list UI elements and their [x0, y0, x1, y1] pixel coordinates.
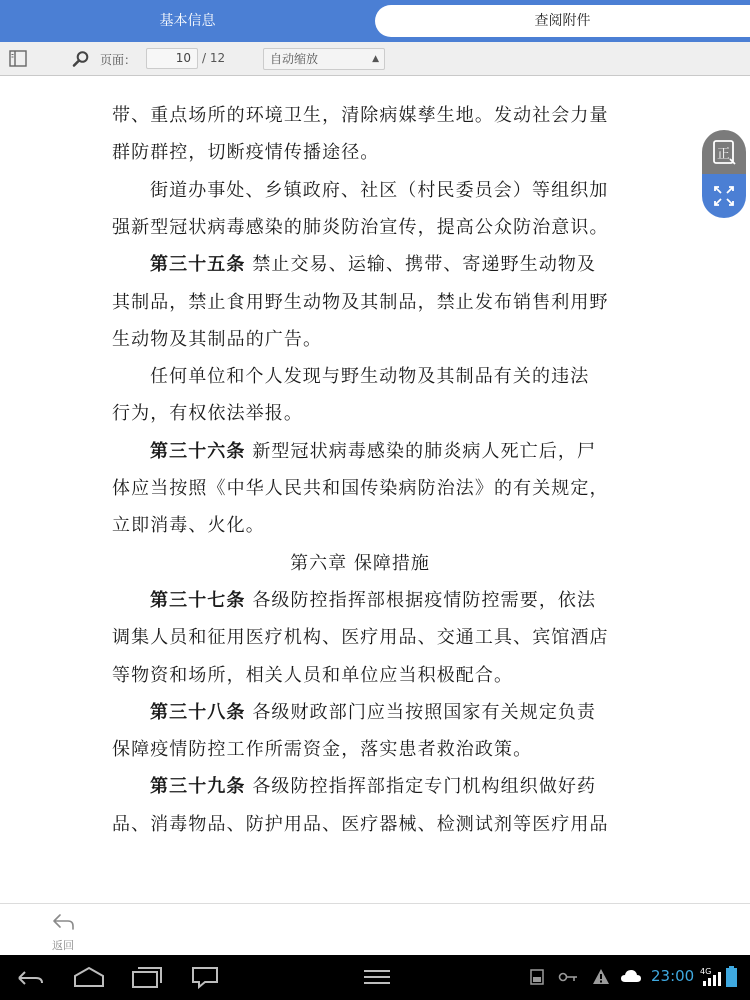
line-text: 街道办事处、乡镇政府、社区（村民委员会）等组织加 [150, 180, 609, 201]
zoom-value: 自动缩放 [270, 52, 319, 66]
page-total: / 12 [202, 51, 226, 65]
battery-icon [726, 966, 737, 987]
screenshot-icon[interactable] [190, 965, 220, 989]
article-number: 第三十六条 [150, 441, 246, 462]
document-line [112, 213, 608, 239]
document-line [112, 138, 608, 164]
article-number: 第三十八条 [150, 702, 246, 723]
line-text: 各级防控指挥部根据疫情防控需要，依法 [245, 590, 597, 611]
pdf-toolbar [0, 42, 750, 76]
line-text: 新型冠状病毒感染的肺炎病人死亡后，尸 [245, 441, 597, 462]
search-icon[interactable] [72, 50, 90, 68]
nav-back-icon[interactable] [14, 967, 46, 989]
document-line [112, 325, 608, 351]
document-line [112, 661, 608, 687]
line-text: 立即消毒、火化。 [112, 515, 265, 536]
document-line [112, 362, 608, 388]
tab-basic-info[interactable]: 基本信息 [159, 13, 216, 29]
line-text: 各级防控指挥部指定专门机构组织做好药 [245, 776, 597, 797]
expand-icon [702, 174, 746, 218]
article-number: 第三十七条 [150, 590, 246, 611]
document-line [112, 101, 608, 127]
document-line [112, 399, 608, 425]
document-line [112, 586, 608, 612]
document-line [112, 735, 608, 761]
document-line [112, 511, 608, 537]
article-number: 第三十九条 [150, 776, 246, 797]
sidebar-toggle-icon[interactable] [9, 50, 27, 67]
line-text: 调集人员和征用医疗机构、医疗用品、交通工具、宾馆酒店 [112, 627, 609, 648]
back-button[interactable] [40, 909, 86, 953]
line-text: 禁止交易、运输、携带、寄递野生动物及 [245, 254, 597, 275]
back-arrow-icon [40, 909, 86, 935]
top-tab-bar [0, 0, 750, 42]
line-text: 行为，有权依法举报。 [112, 403, 303, 424]
document-line [112, 772, 608, 798]
back-label: 返回 [52, 939, 74, 952]
document-page [0, 77, 750, 903]
line-text: 体应当按照《中华人民共和国传染病防治法》的有关规定， [112, 478, 609, 499]
select-arrows-icon: ▲ [372, 54, 379, 64]
document-line [112, 623, 608, 649]
signal-4g-icon [700, 967, 722, 987]
zoom-select[interactable] [263, 48, 385, 70]
document-line [112, 810, 608, 836]
chapter-heading: 第六章 保障措施 [290, 553, 430, 574]
document-line [112, 698, 608, 724]
document-line [112, 288, 608, 314]
nav-home-icon[interactable] [72, 965, 106, 989]
clock-time: 23:00 [651, 967, 695, 985]
article-number: 第三十五条 [150, 254, 246, 275]
document-line [112, 250, 608, 276]
line-text: 其制品，禁止食用野生动物及其制品，禁止发布销售利用野 [112, 292, 609, 313]
document-line [112, 437, 608, 463]
menu-icon[interactable] [362, 967, 392, 987]
bottom-bar [0, 903, 750, 955]
cloud-icon [620, 969, 642, 983]
original-glyph: 正 [716, 147, 731, 162]
document-original-icon [702, 130, 746, 174]
line-text: 保障疫情防控工作所需资金，落实患者救治政策。 [112, 739, 533, 760]
view-original-button[interactable] [702, 130, 746, 174]
line-text: 群防群控，切断疫情传播途径。 [112, 142, 380, 163]
page-number-input[interactable]: 10 [146, 48, 198, 69]
line-text: 品、消毒物品、防护用品、医疗器械、检测试剂等医疗用品 [112, 814, 609, 835]
network-type: 4G [700, 967, 712, 976]
line-text: 强新型冠状病毒感染的肺炎防治宣传，提高公众防治意识。 [112, 217, 609, 238]
warning-icon [592, 968, 610, 985]
page-label: 页面： [100, 53, 137, 67]
document-line [112, 176, 608, 202]
floating-actions [702, 130, 746, 218]
line-text: 等物资和场所，相关人员和单位应当积极配合。 [112, 665, 514, 686]
line-text: 生动物及其制品的广告。 [112, 329, 323, 350]
line-text: 带、重点场所的环境卫生，清除病媒孳生地。发动社会力量 [112, 105, 609, 126]
fullscreen-button[interactable] [702, 174, 746, 218]
line-text: 任何单位和个人发现与野生动物及其制品有关的违法 [150, 366, 590, 387]
key-icon [558, 971, 578, 983]
system-navigation-bar [0, 955, 750, 1000]
document-line [112, 474, 608, 500]
line-text: 各级财政部门应当按照国家有关规定负责 [245, 702, 597, 723]
tab-view-attachment[interactable]: 查阅附件 [375, 5, 750, 37]
gallery-notification-icon [530, 969, 544, 985]
nav-recents-icon[interactable] [130, 965, 164, 989]
